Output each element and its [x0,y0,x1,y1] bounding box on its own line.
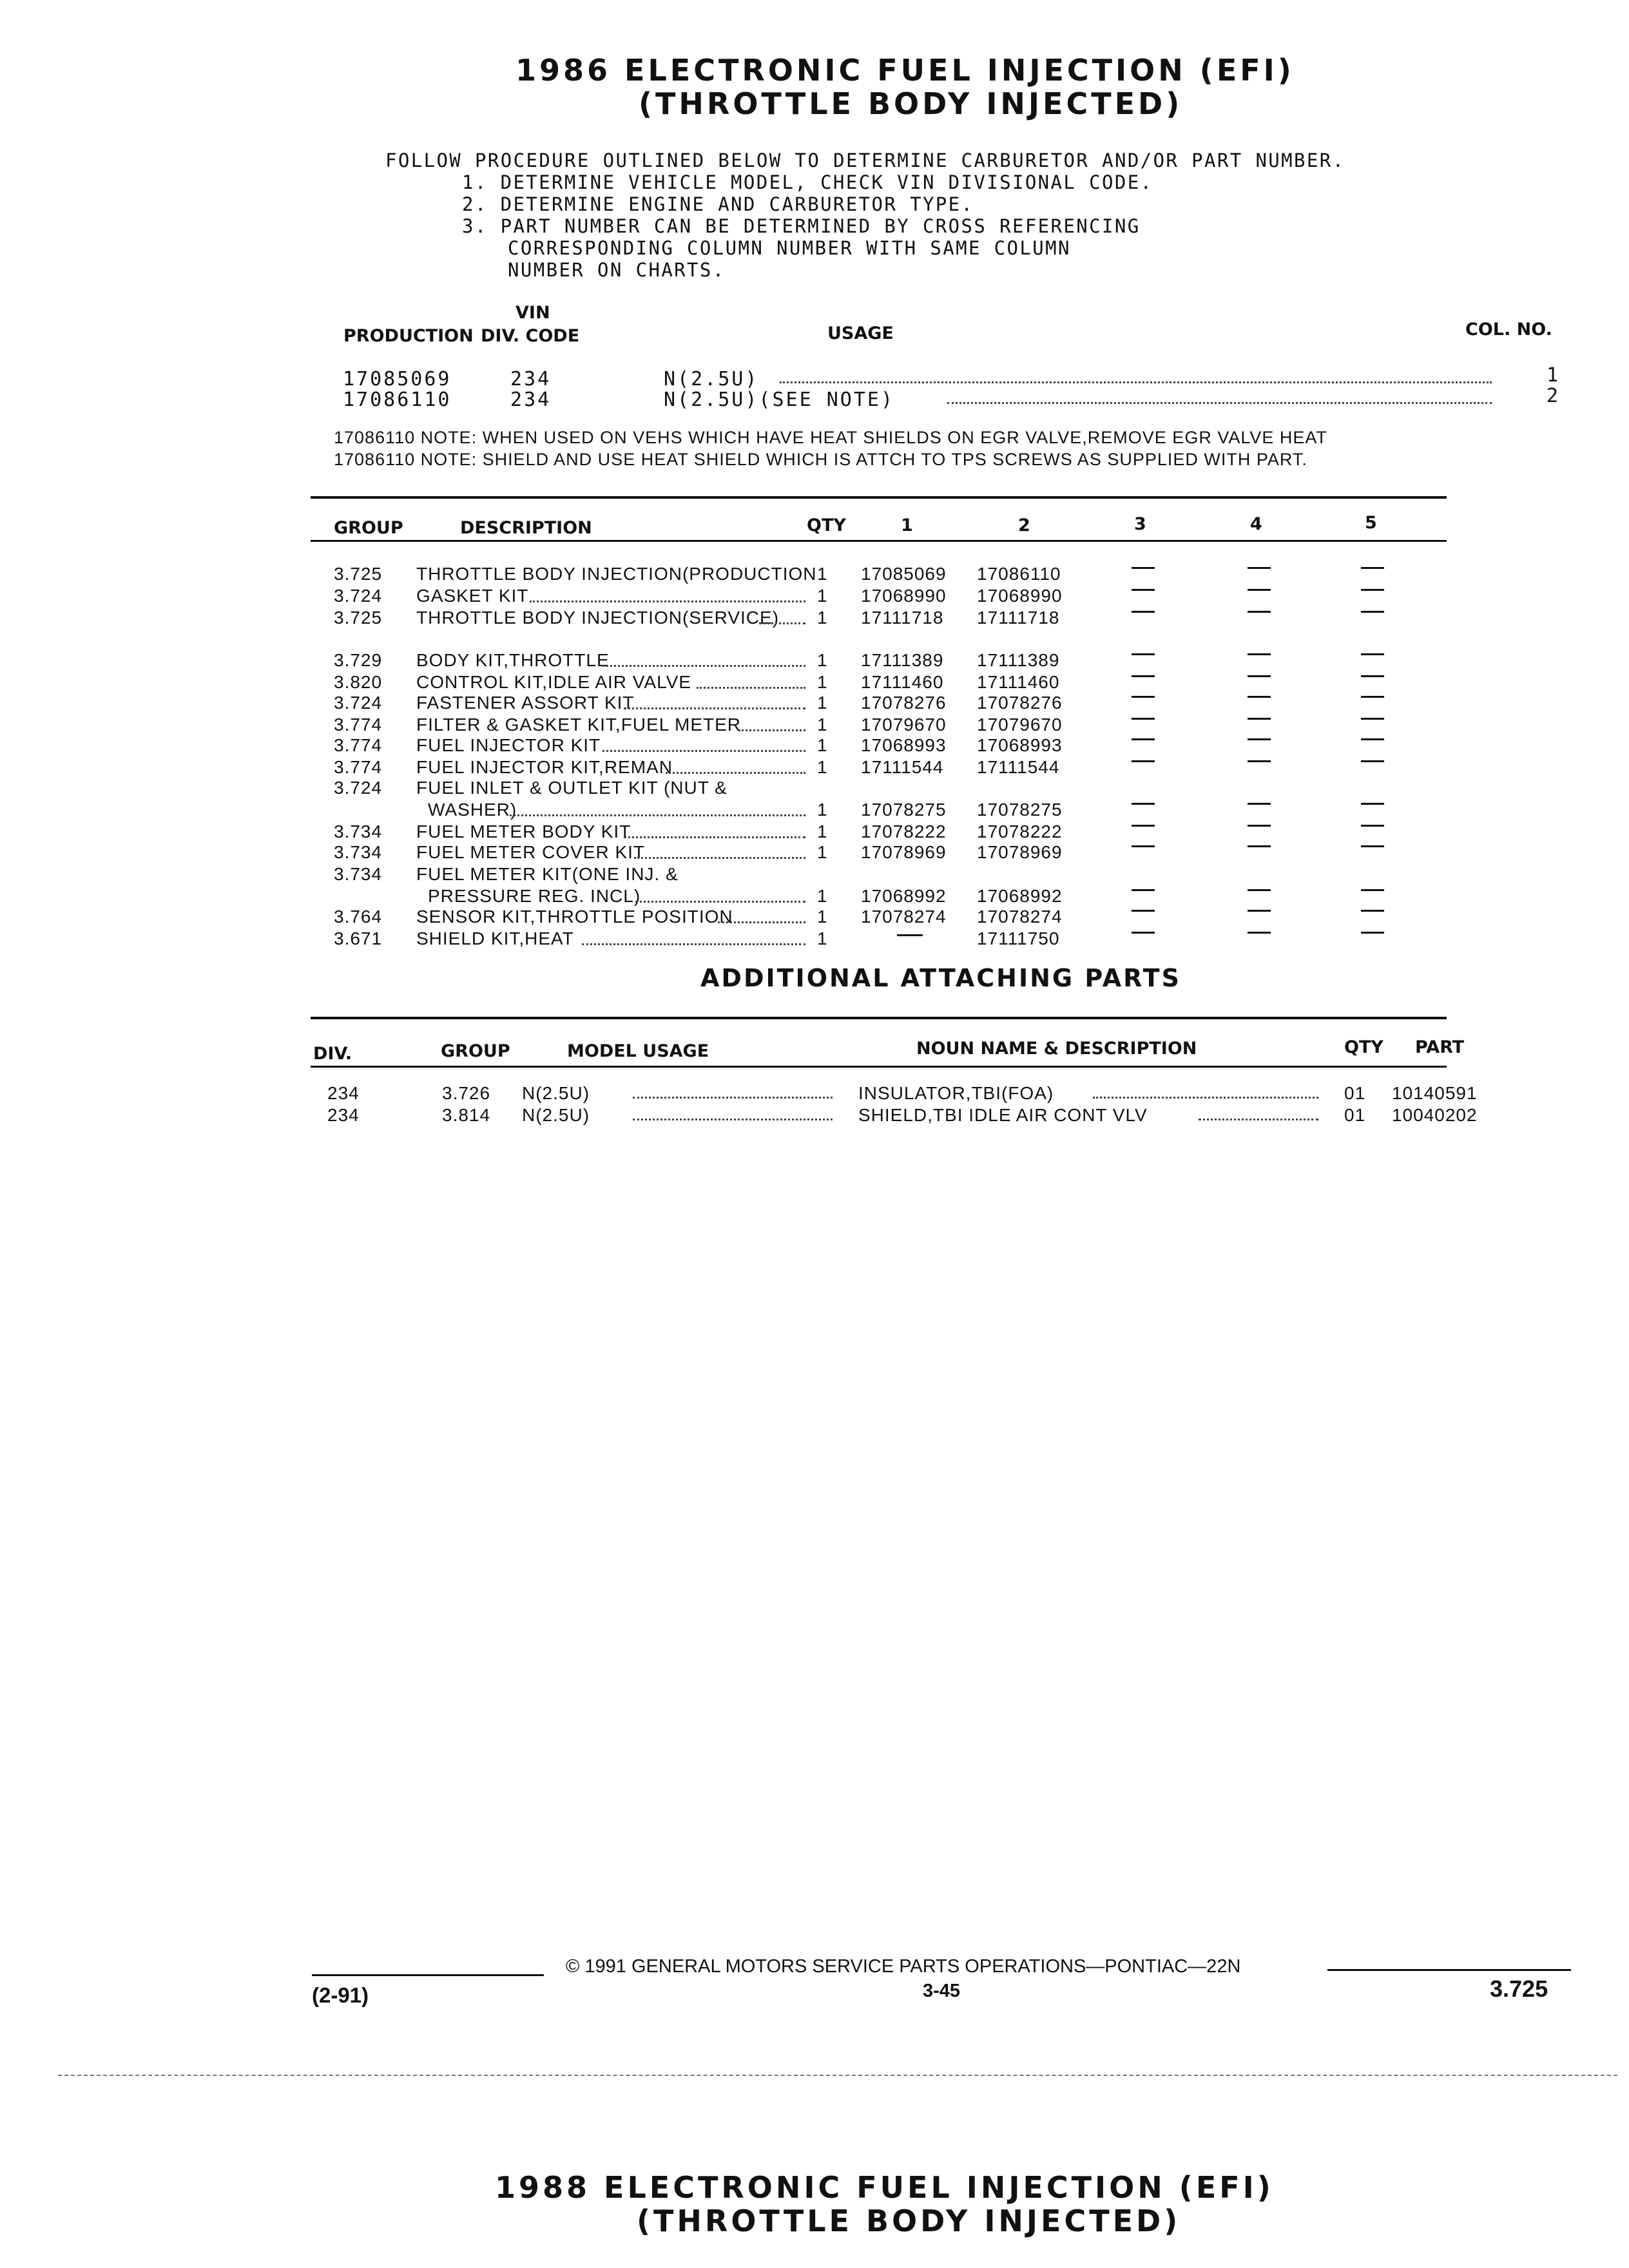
col-header-div: DIV. [313,1044,352,1064]
description: FILTER & GASKET KIT,FUEL METER [416,715,742,735]
no-part-dash [1361,718,1384,720]
description: THROTTLE BODY INJECTION(SERVICE) [416,608,780,628]
production-number: 17085069 [343,368,452,390]
description: FUEL INLET & OUTLET KIT (NUT & [416,778,728,798]
col-header-group: GROUP [441,1041,510,1061]
qty: 1 [817,693,828,713]
page2-title-line2: (THROTTLE BODY INJECTED) [637,2204,1181,2238]
dot-leader [633,1097,833,1099]
col-header-2: 2 [1018,515,1030,535]
part-col-2: 17078275 [977,800,1063,820]
table-header-rule [311,540,1447,542]
instruction-step-cont: CORRESPONDING COLUMN NUMBER WITH SAME COLUMN [508,237,1071,259]
no-part-dash [1132,845,1155,847]
dot-leader [1093,1097,1318,1099]
part-col-1: 17078969 [861,842,947,862]
no-part-dash [1361,803,1384,805]
table-top-rule [311,496,1447,499]
col-number: 2 [1547,385,1561,407]
no-part-dash [1132,803,1155,805]
no-part-dash [897,934,923,936]
dot-leader [635,901,805,903]
no-part-dash [1248,718,1271,720]
no-part-dash [1361,653,1384,655]
qty: 1 [817,735,828,755]
part-col-2: 17068990 [977,586,1063,606]
no-part-dash [1132,589,1155,591]
additional-parts-title: ADDITIONAL ATTACHING PARTS [700,964,1181,992]
no-part-dash [1248,845,1271,847]
part-col-1: 17068993 [861,735,947,755]
group-number: 3.734 [334,864,383,884]
part-col-2: 17068993 [977,735,1063,755]
no-part-dash [1248,803,1271,805]
description: BODY KIT,THROTTLE [416,650,610,670]
description: THROTTLE BODY INJECTION(PRODUCTION [416,564,817,584]
description: FUEL INJECTOR KIT,REMAN [416,757,673,777]
no-part-dash [1132,738,1155,740]
col-header-usage: USAGE [827,323,894,343]
part-col-1: 17111460 [861,672,944,692]
instruction-step: 1. DETERMINE VEHICLE MODEL, CHECK VIN DIVISIONAL CODE. [462,171,1153,193]
part-col-2: 17078274 [977,907,1063,927]
additional-header-rule [311,1066,1447,1068]
footer-page-number: 3-45 [923,1981,961,2001]
group-number: 3.774 [334,735,383,755]
part-col-2: 17078276 [977,693,1063,713]
no-part-dash [1132,760,1155,762]
no-part-dash [1361,567,1384,569]
description: FASTENER ASSORT KIT [416,693,635,713]
instructions-intro: FOLLOW PROCEDURE OUTLINED BELOW TO DETERMINE CARBURETOR AND/OR PART NUMBER. [385,149,1345,171]
no-part-dash [1248,589,1271,591]
col-header-part: PART [1415,1037,1465,1057]
no-part-dash [1132,889,1155,891]
no-part-dash [1361,738,1384,740]
instruction-step: 2. DETERMINE ENGINE AND CARBURETOR TYPE. [462,193,974,215]
footer-section-number: 3.725 [1490,1975,1548,2002]
no-part-dash [1248,760,1271,762]
footer-rule-right [1327,1969,1571,1971]
no-part-dash [1361,760,1384,762]
part-col-1: 17068992 [861,886,947,906]
production-number: 17086110 [343,389,452,411]
description: FUEL METER COVER KIT [416,842,646,862]
part-col-2: 17111544 [977,757,1060,777]
dot-leader [510,814,805,816]
dot-leader [602,665,805,667]
no-part-dash [1132,611,1155,613]
group-number: 3.774 [334,757,383,777]
part-col-1: 17111718 [861,608,944,628]
noun-name: INSULATOR,TBI(FOA) [858,1083,1054,1103]
no-part-dash [1132,932,1155,934]
no-part-dash [1248,825,1271,827]
description-cont: PRESSURE REG. INCL) [428,886,641,906]
part-col-2: 17111718 [977,608,1060,628]
dot-leader [624,836,805,838]
no-part-dash [1248,910,1271,912]
part-col-2: 17078969 [977,842,1063,862]
group-number: 3.734 [334,842,383,862]
part-col-2: 17111750 [977,928,1060,948]
part-number: 10040202 [1392,1105,1478,1125]
footer-date: (2-91) [312,1983,369,2007]
no-part-dash [1361,589,1384,591]
dot-leader [633,1119,833,1120]
usage: N(2.5U)(SEE NOTE) [664,389,895,411]
part-number: 10140591 [1392,1083,1478,1103]
no-part-dash [1132,718,1155,720]
description: CONTROL KIT,IDLE AIR VALVE [416,672,691,692]
part-col-2: 17078222 [977,822,1063,841]
col-header-noun-name: NOUN NAME & DESCRIPTION [916,1039,1197,1059]
no-part-dash [1132,696,1155,698]
part-col-1: 17068990 [861,586,947,606]
group-number: 3.729 [334,650,383,670]
dot-leader [530,601,805,602]
col-header-group: GROUP [334,518,403,538]
page-separator [58,2075,1617,2076]
page-title-line2: (THROTTLE BODY INJECTED) [639,86,1183,121]
part-col-2: 17111389 [977,650,1060,670]
qty: 1 [817,886,828,906]
qty: 1 [817,928,828,948]
instruction-step-cont: NUMBER ON CHARTS. [508,259,726,281]
dot-leader [697,687,805,689]
qty: 1 [817,672,828,692]
no-part-dash [1361,696,1384,698]
group-number: 3.820 [334,672,383,692]
qty: 1 [817,800,828,820]
dot-leader [759,622,805,624]
instruction-step: 3. PART NUMBER CAN BE DETERMINED BY CROSS REFERENCING [462,215,1141,237]
noun-name: SHIELD,TBI IDLE AIR CONT VLV [858,1105,1148,1125]
part-col-2: 17079670 [977,715,1063,735]
no-part-dash [1132,567,1155,569]
description: FUEL INJECTOR KIT [416,735,601,755]
description: SENSOR KIT,THROTTLE POSITION [416,907,733,927]
qty: 1 [817,757,828,777]
part-col-1: 17078274 [861,907,947,927]
vin-code: 234 [510,368,552,390]
footer-rule-left [312,1974,544,1976]
no-part-dash [1361,611,1384,613]
part-col-1: 17078276 [861,693,947,713]
vin-code: 234 [510,389,552,411]
col-header-5: 5 [1365,513,1377,533]
dot-leader [718,921,805,923]
page-title-line1: 1986 ELECTRONIC FUEL INJECTION (EFI) [516,53,1295,88]
qty: 01 [1344,1105,1366,1125]
no-part-dash [1132,653,1155,655]
col-header-qty: QTY [807,515,846,535]
dot-leader [1199,1119,1318,1120]
dot-leader [634,857,805,859]
no-part-dash [1132,675,1155,677]
col-header-vin-top: VIN [516,303,550,323]
qty: 1 [817,564,828,584]
col-header-description: DESCRIPTION [460,518,592,538]
no-part-dash [1248,932,1271,934]
qty: 1 [817,822,828,841]
footer-copyright: © 1991 GENERAL MOTORS SERVICE PARTS OPERATIONS—PONTIAC—22N [566,1956,1241,1977]
col-header-3: 3 [1134,514,1146,534]
qty: 1 [817,608,828,628]
group-number: 3.725 [334,608,383,628]
col-header-4: 4 [1250,514,1262,534]
part-col-1: 17111389 [861,650,944,670]
no-part-dash [1132,825,1155,827]
page2-title-line1: 1988 ELECTRONIC FUEL INJECTION (EFI) [495,2170,1274,2205]
col-header-production: PRODUCTION [343,326,474,346]
no-part-dash [1361,675,1384,677]
no-part-dash [1361,845,1384,847]
usage: N(2.5U) [664,368,759,390]
description: FUEL METER KIT(ONE INJ. & [416,864,679,884]
no-part-dash [1248,567,1271,569]
note-line: 17086110 NOTE: SHIELD AND USE HEAT SHIELD WHICH IS ATTCH TO TPS SCREWS AS SUPPLIED WITH PART. [334,450,1307,469]
no-part-dash [1248,611,1271,613]
dot-leader [738,729,805,731]
additional-top-rule [311,1017,1447,1019]
dot-leader [602,750,805,752]
qty: 1 [817,586,828,606]
col-number: 1 [1547,364,1561,387]
group-number: 3.724 [334,586,383,606]
dot-leader [582,943,805,945]
description: SHIELD KIT,HEAT [416,928,574,948]
qty: 1 [817,650,828,670]
no-part-dash [1132,910,1155,912]
col-header-qty: QTY [1344,1037,1383,1057]
part-col-2: 17068992 [977,886,1063,906]
group-number: 3.734 [334,822,383,841]
no-part-dash [1361,889,1384,891]
no-part-dash [1248,889,1271,891]
no-part-dash [1361,932,1384,934]
part-col-1: 17079670 [861,715,947,735]
group-number: 3.724 [334,778,383,798]
dot-leader [666,772,805,774]
no-part-dash [1361,910,1384,912]
col-header-model-usage: MODEL USAGE [567,1041,709,1061]
no-part-dash [1248,696,1271,698]
div-code: 234 [327,1105,360,1125]
group-number: 3.671 [334,928,383,948]
qty: 01 [1344,1083,1366,1103]
part-col-1: 17111544 [861,757,944,777]
part-col-1: 17078222 [861,822,947,841]
no-part-dash [1248,675,1271,677]
qty: 1 [817,715,828,735]
part-col-2: 17111460 [977,672,1060,692]
col-header-vin-div-code: DIV. CODE [481,326,580,346]
dot-leader [780,381,1492,383]
no-part-dash [1248,738,1271,740]
description: FUEL METER BODY KIT [416,822,631,841]
qty: 1 [817,842,828,862]
group-number: 3.725 [334,564,383,584]
col-header-1: 1 [901,515,913,535]
description: GASKET KIT [416,586,529,606]
description-cont: WASHER) [428,800,517,820]
group-number: 3.724 [334,693,383,713]
note-line: 17086110 NOTE: WHEN USED ON VEHS WHICH HAVE HEAT SHIELDS ON EGR VALVE,REMOVE EGR VALVE HEAT [334,428,1327,447]
group: 3.814 [442,1105,491,1125]
group-number: 3.764 [334,907,383,927]
no-part-dash [1248,653,1271,655]
qty: 1 [817,907,828,927]
group: 3.726 [442,1083,491,1103]
part-col-2: 17086110 [977,564,1061,584]
model-usage: N(2.5U) [522,1105,590,1125]
dot-leader [624,707,805,709]
col-header-col-no: COL. NO. [1465,320,1552,340]
part-col-1: 17085069 [861,564,947,584]
no-part-dash [1361,825,1384,827]
dot-leader [947,402,1492,404]
model-usage: N(2.5U) [522,1083,590,1103]
group-number: 3.774 [334,715,383,735]
div-code: 234 [327,1083,360,1103]
part-col-1: 17078275 [861,800,947,820]
